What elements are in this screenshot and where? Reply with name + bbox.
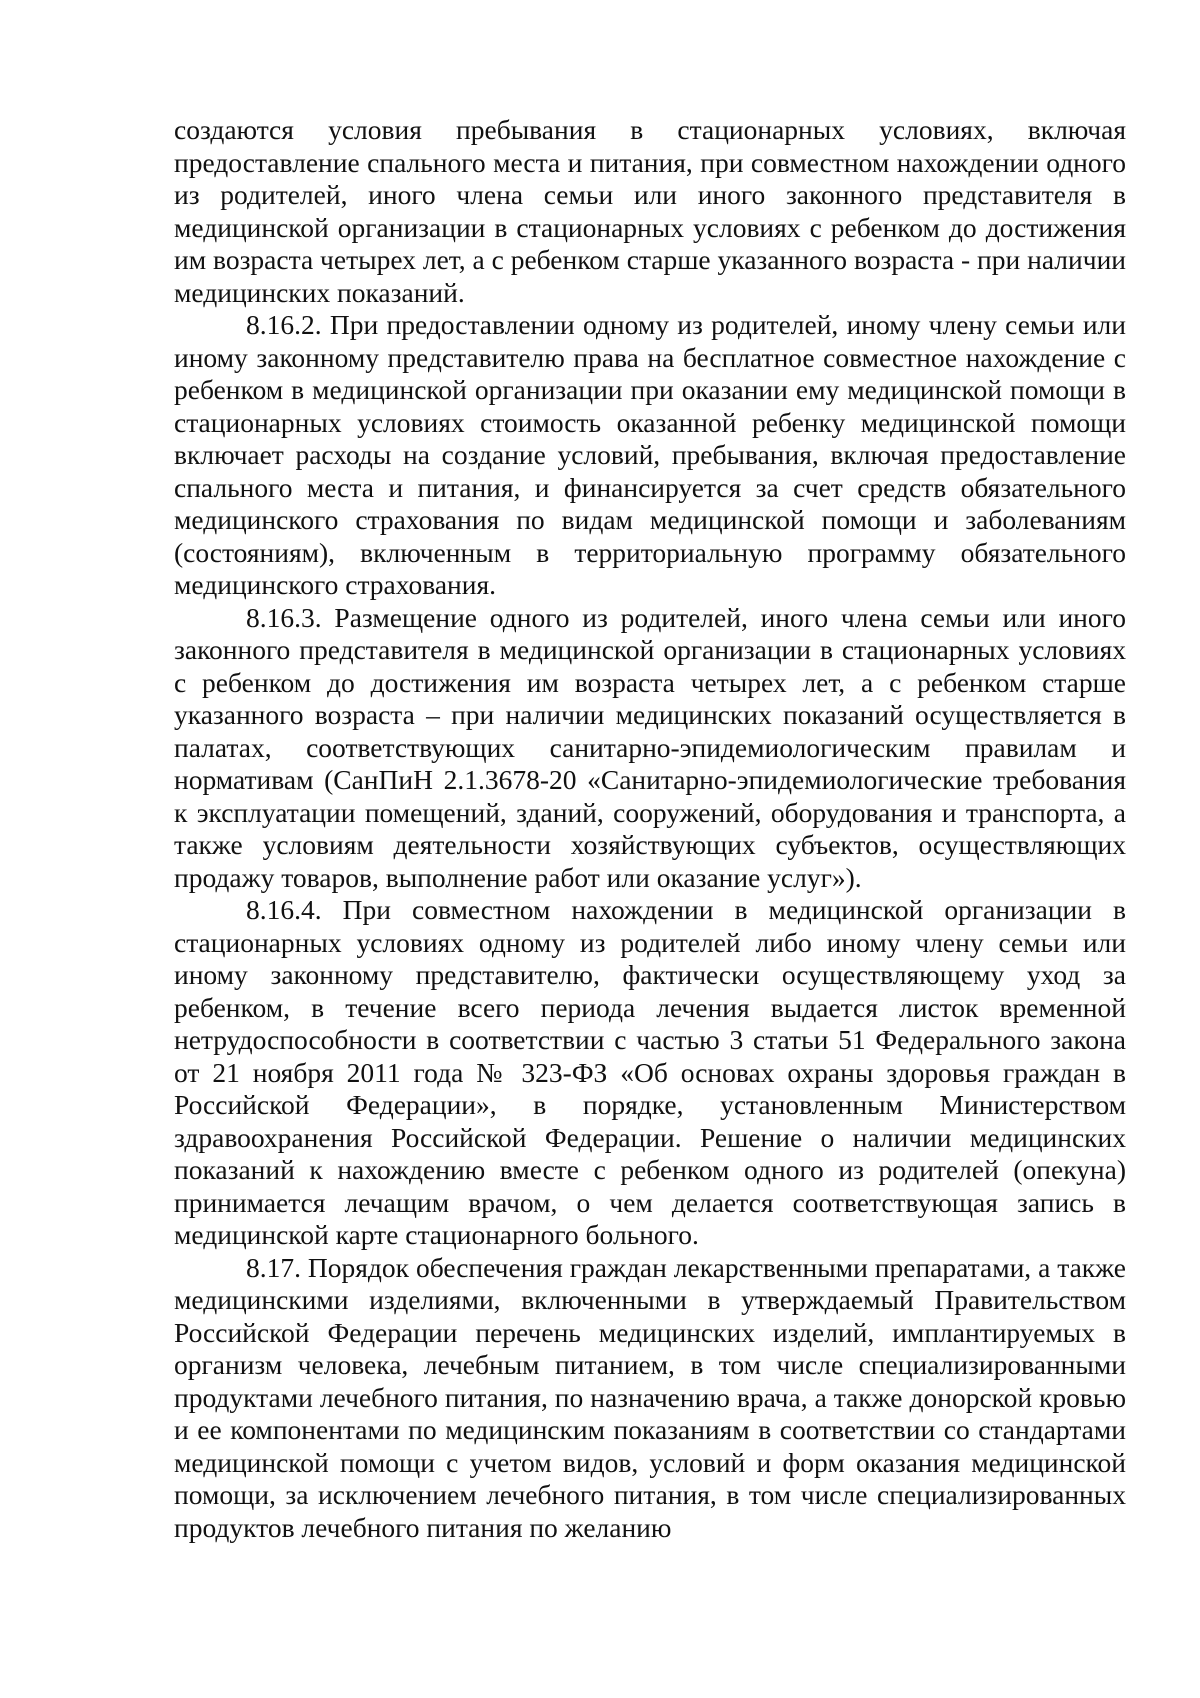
- document-page: [174, 114, 1126, 1544]
- paragraph-8-16-4: 8.16.4. При совместном нахождении в медицинской организации в стационарных условиях одному из родителей либо иному члену семьи или иному законному представителю, фактически осуществляющему уход за ребенком, в течение всего периода лечения выдается листок временной нетрудоспособности в соответствии с частью 3 статьи 51 Федерального закона от 21 ноября 2011 года № 323-ФЗ «Об основах охраны здоровья граждан в Российской Федерации», в порядке, установленным Министерством здравоохранения Российской Федерации. Решение о наличии медицинских показаний к нахождению вместе с ребенком одного из родителей (опекуна) принимается лечащим врачом, о чем делается соответствующая запись в медицинской карте стационарного больного.: [174, 894, 1126, 1250]
- paragraph-8-16-3: 8.16.3. Размещение одного из родителей, иного члена семьи или иного законного представителя в медицинской организации в стационарных условиях с ребенком до достижения им возраста четырех лет, а с ребенком старше указанного возраста – при наличии медицинских показаний осуществляется в палатах, соответствующих санитарно-эпидемиологическим правилам и нормативам (СанПиН 2.1.3678-20 «Санитарно-эпидемиологические требования к эксплуатации помещений, зданий, сооружений, оборудования и транспорта, а также условиям деятельности хозяйствующих субъектов, осуществляющих продажу товаров, выполнение работ или оказание услуг»).: [174, 601, 1126, 893]
- paragraph-8-17: 8.17. Порядок обеспечения граждан лекарственными препаратами, а также медицинскими изделиями, включенными в утверждаемый Правительством Российской Федерации перечень медицинских изделий, имплантируемых в организм человека, лечебным питанием, в том числе специализированными продуктами лечебного питания, по назначению врача, а также донорской кровью и ее компонентами по медицинским показаниям в соответствии со стандартами медицинской помощи с учетом видов, условий и форм оказания медицинской помощи, за исключением лечебного питания, в том числе специализированных продуктов лечебного питания по желанию: [174, 1251, 1126, 1543]
- paragraph-8-16-2: 8.16.2. При предоставлении одному из родителей, иному члену семьи или иному законному представителю права на бесплатное совместное нахождение с ребенком в медицинской организации при оказании ему медицинской помощи в стационарных условиях стоимость оказанной ребенку медицинской помощи включает расходы на создание условий, пребывания, включая предоставление спального места и питания, и финансируется за счет средств обязательного медицинского страхования по видам медицинской помощи и заболеваниям (состояниям), включенным в территориальную программу обязательного медицинского страхования.: [174, 309, 1126, 600]
- paragraph-continuation: создаются условия пребывания в стационарных условиях, включая предоставление спального места и питания, при совместном нахождении одного из родителей, иного члена семьи или иного законного представителя в медицинской организации в стационарных условиях с ребенком до достижения им возраста четырех лет, а с ребенком старше указанного возраста - при наличии медицинских показаний.: [174, 114, 1126, 308]
